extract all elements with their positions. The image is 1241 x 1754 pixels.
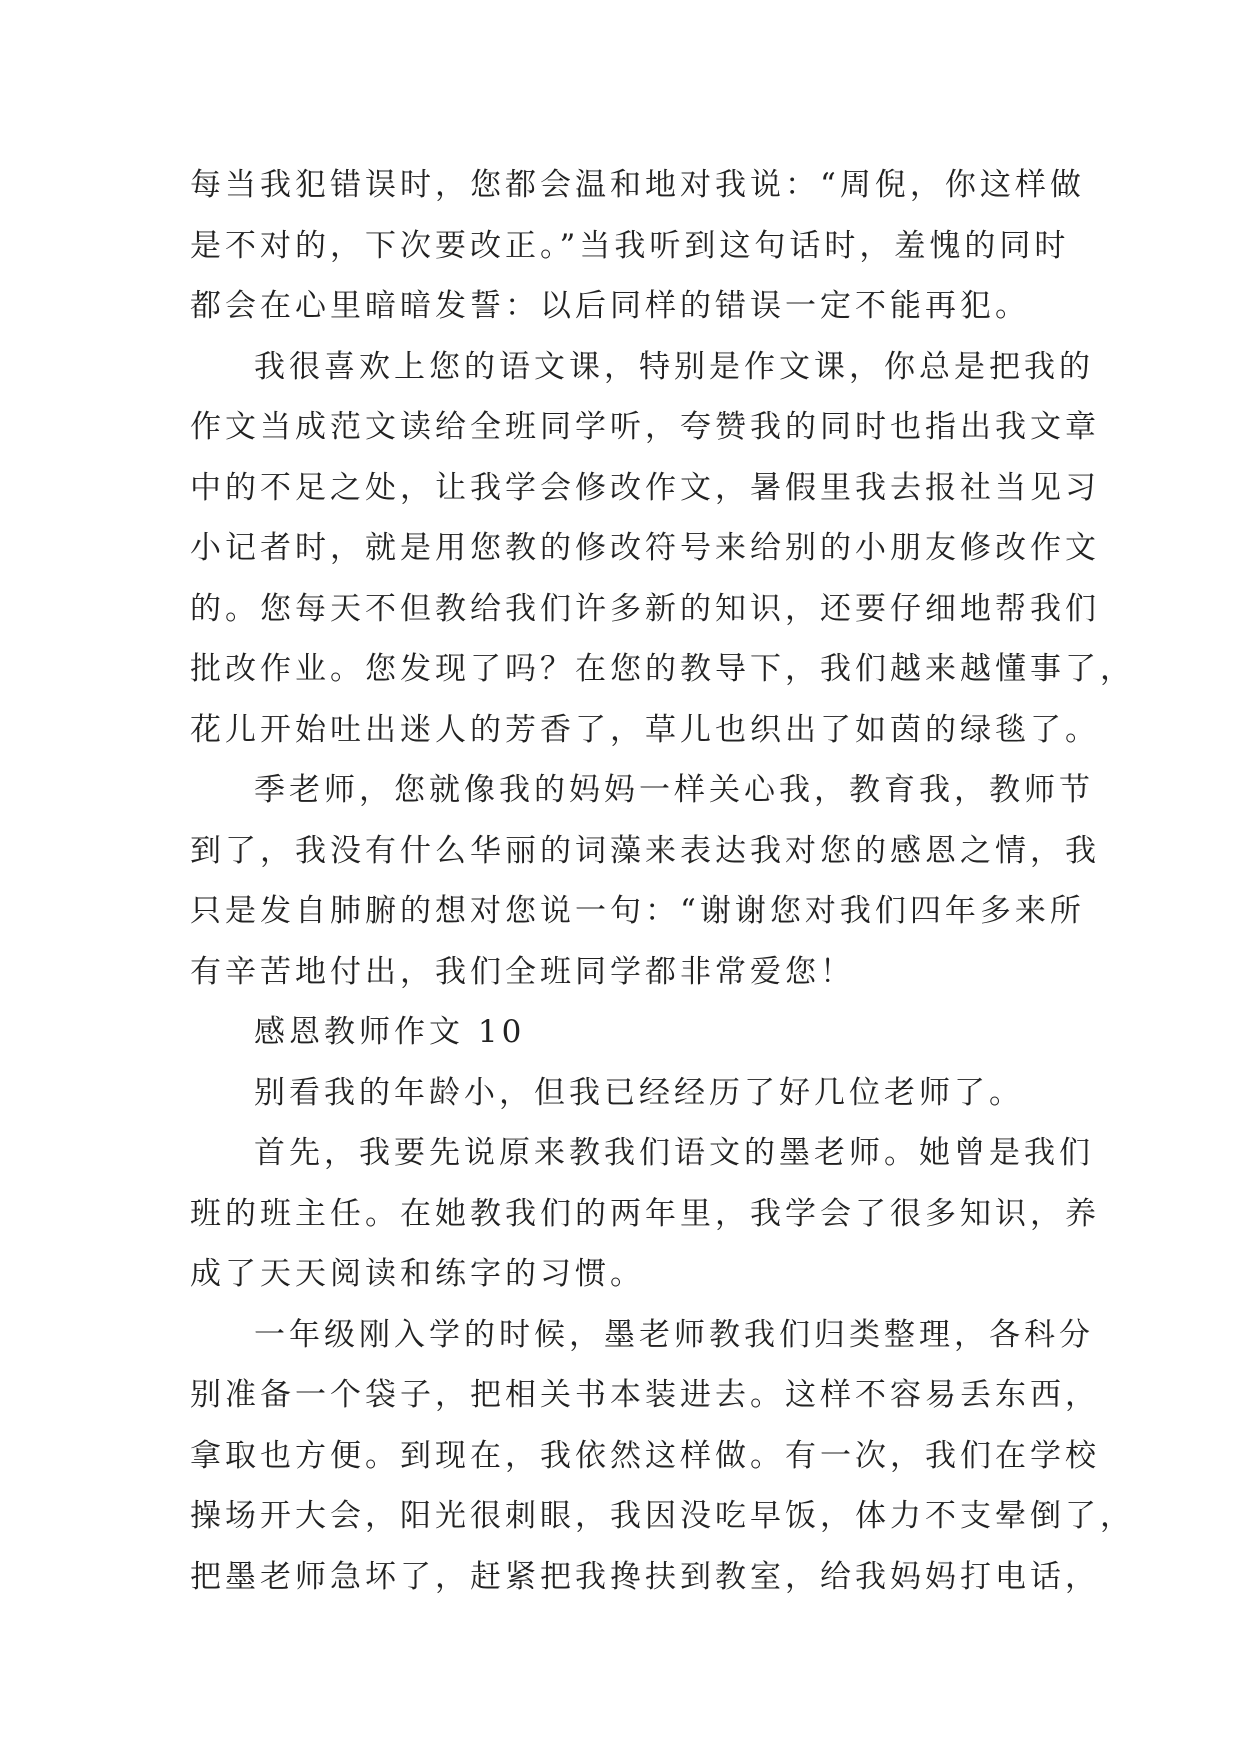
text-line: 操场开大会，阳光很刺眼，我因没吃早饭，体力不支晕倒了，: [190, 1498, 1135, 1534]
text-line: 首先，我要先说原来教我们语文的墨老师。她曾是我们: [254, 1135, 1094, 1171]
text-line: 别看我的年龄小，但我已经经历了好几位老师了。: [254, 1074, 1024, 1111]
text-line: 是不对的，下次要改正。”当我听到这句话时，羞愧的同时: [190, 227, 1070, 264]
text-line: 都会在心里暗暗发誓：以后同样的错误一定不能再犯。: [190, 288, 1030, 324]
text-line: 小记者时，就是用您教的修改符号来给别的小朋友修改作文: [190, 530, 1100, 566]
text-line: 一年级刚入学的时候，墨老师教我们归类整理，各科分: [254, 1316, 1094, 1353]
text-line: 的。您每天不但教给我们许多新的知识，还要仔细地帮我们: [190, 590, 1100, 627]
text-line: 拿取也方便。到现在，我依然这样做。有一次，我们在学校: [190, 1437, 1100, 1474]
text-line: 成了天天阅读和练字的习惯。: [190, 1256, 645, 1292]
text-line: 每当我犯错误时，您都会温和地对我说：“周倪，你这样做: [190, 167, 1085, 203]
text-line: 只是发自肺腑的想对您说一句：“谢谢您对我们四年多来所: [190, 893, 1085, 929]
text-line: 作文当成范文读给全班同学听，夸赞我的同时也指出我文章: [190, 409, 1100, 445]
text-line: 感恩教师作文 10: [254, 1014, 526, 1050]
document-body: [190, 155, 1135, 1607]
text-line: 批改作业。您发现了吗？在您的教导下，我们越来越懂事了，: [190, 651, 1135, 687]
text-line: 中的不足之处，让我学会修改作文，暑假里我去报社当见习: [190, 469, 1100, 506]
text-line: 花儿开始吐出迷人的芳香了，草儿也织出了如茵的绿毯了。: [190, 711, 1100, 748]
text-line: 季老师，您就像我的妈妈一样关心我，教育我，教师节: [254, 772, 1094, 808]
text-line: 班的班主任。在她教我们的两年里，我学会了很多知识，养: [190, 1195, 1100, 1232]
text-line: 有辛苦地付出，我们全班同学都非常爱您！: [190, 953, 855, 990]
text-line: 我很喜欢上您的语文课，特别是作文课，你总是把我的: [254, 348, 1094, 385]
text-line: 把墨老师急坏了，赶紧把我搀扶到教室，给我妈妈打电话，: [190, 1558, 1100, 1595]
text-line: 到了，我没有什么华丽的词藻来表达我对您的感恩之情，我: [190, 832, 1100, 869]
text-line: 别准备一个袋子，把相关书本装进去。这样不容易丢东西，: [190, 1377, 1100, 1413]
